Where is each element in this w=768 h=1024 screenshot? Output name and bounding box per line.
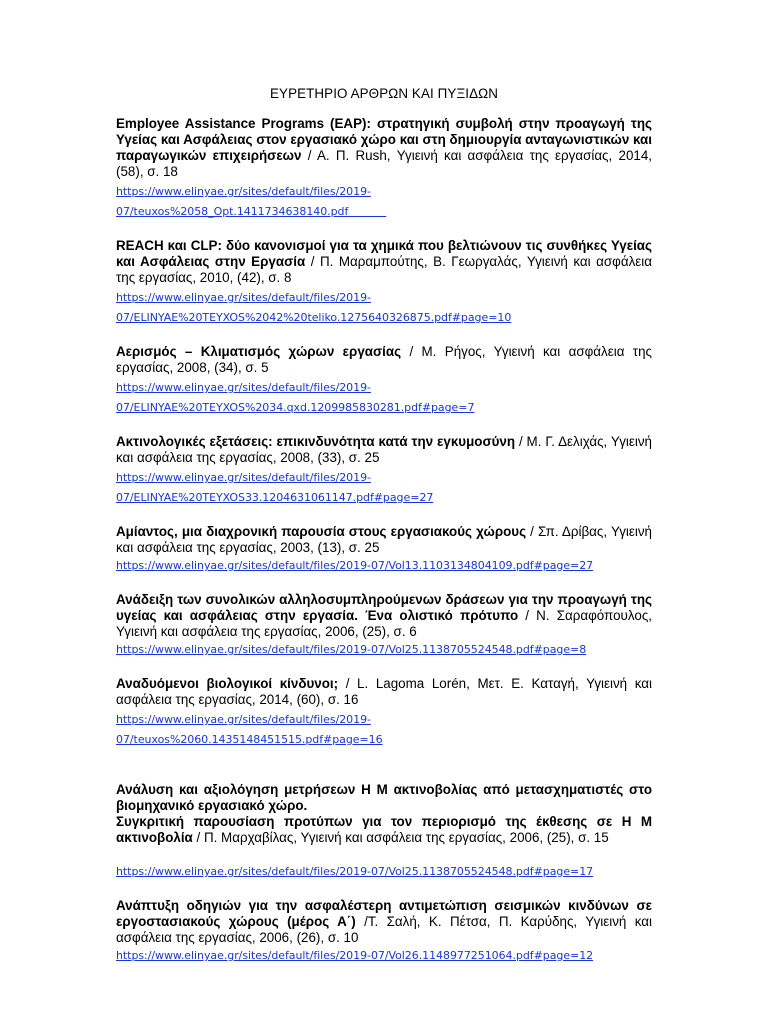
entry-links — [116, 288, 652, 328]
entry-link[interactable]: 07/teuxos%2060.1435148451515.pdf#page=16 — [116, 733, 383, 746]
list-item — [116, 524, 652, 576]
entry-links — [116, 710, 652, 750]
entry-links — [116, 848, 652, 882]
entry-link[interactable]: https://www.elinyae.gr/sites/default/files/2019-07/Vol13.1103134804109.pdf#page=27 — [116, 559, 594, 572]
entry-link[interactable]: 07/ELINYAE%20TEYXOS%2034.qxd.1209985830281.pdf#page=7 — [116, 401, 475, 414]
entry-citation: / Α. Π. Rush, Υγιεινή και ασφάλεια της εργασίας, 2014, (58), σ. 18 — [116, 148, 653, 179]
entries-list — [116, 116, 652, 982]
entry-link[interactable]: https://www.elinyae.gr/sites/default/files/2019- — [116, 185, 371, 198]
entry-title: Ακτινολογικές εξετάσεις: επικινδυνότητα κατά την εγκυμοσύνη — [116, 434, 516, 449]
entry-description — [116, 116, 652, 180]
entry-title: Ανάπτυξη οδηγιών για την ασφαλέστερη αντιμετώπιση σεισμικών κινδύνων σε εργοστασιακούς χώρους (μέρος Α΄) — [116, 898, 652, 929]
entry-citation: /Τ. Σαλή, Κ. Πέτσα, Π. Καρύδης, Υγιεινή και ασφάλεια της εργασίας, 2006, (26), σ. 10 — [116, 914, 652, 945]
entry-link[interactable]: https://www.elinyae.gr/sites/default/files/2019-07/Vol25.1138705524548.pdf#page=8 — [116, 643, 587, 656]
entry-citation: / Μ. Γ. Δελιχάς, Υγιεινή και ασφάλεια της εργασίας, 2008, (33), σ. 25 — [116, 434, 652, 465]
entry-link[interactable]: https://www.elinyae.gr/sites/default/files/2019- — [116, 713, 371, 726]
list-item — [116, 898, 652, 966]
entry-description — [116, 344, 652, 376]
entry-title: Ανάδειξη των συνολικών αλληλοσυμπληρούμενων δράσεων για την προαγωγή της υγείας και ασφάλειας στην εργασία. Ένα ολιστικό πρότυπο — [116, 592, 652, 623]
list-item — [116, 592, 652, 660]
entry-link[interactable]: https://www.elinyae.gr/sites/default/files/2019- — [116, 471, 371, 484]
entry-title: Employee Assistance Programs (EAP): στρατηγική συμβολή στην προαγωγή της Υγείας και Ασφάλειας στον εργασιακό χώρο και στη δημιουργία ανταγωνιστικών και παραγωγικών επιχειρήσεων — [116, 116, 652, 163]
entry-description — [116, 238, 652, 286]
entry-link[interactable]: 07/ELINYAE%20TEYXOS%2042%20teliko.1275640326875.pdf#page=10 — [116, 311, 512, 324]
list-item — [116, 766, 652, 882]
entry-link[interactable]: https://www.elinyae.gr/sites/default/files/2019-07/Vol26.1148977251064.pdf#page=12 — [116, 949, 594, 962]
entry-title: Αερισμός – Κλιματισμός χώρων εργασίας — [116, 344, 402, 359]
entry-title: Ανάλυση και αξιολόγηση μετρήσεων Η Μ ακτινοβολίας από μετασχηματιστές στο βιομηχανικό εργασιακό χώρο. Συγκριτική παρουσίαση προτύπων για τον περιορισμό της έκθεσης σε Η Μ ακτινοβολία — [116, 782, 652, 845]
list-item — [116, 434, 652, 508]
entry-link[interactable]: https://www.elinyae.gr/sites/default/files/2019- — [116, 291, 371, 304]
entry-links — [116, 556, 652, 576]
entry-links — [116, 946, 652, 966]
page-title: ΕΥΡΕΤΗΡΙΟ ΑΡΘΡΩΝ ΚΑΙ ΠΥΞΙΔΩΝ — [270, 86, 498, 101]
entry-description — [116, 592, 652, 640]
entry-link[interactable]: https://www.elinyae.gr/sites/default/files/2019-07/Vol25.1138705524548.pdf#page=17 — [116, 865, 594, 878]
entry-citation: / Ν. Σαραφόπουλος, Υγιεινή και ασφάλεια της εργασίας, 2006, (25), σ. 6 — [116, 608, 652, 639]
spacer — [116, 848, 652, 862]
list-item — [116, 116, 652, 222]
entry-link[interactable]: 07/teuxos%2058_Opt.1411734638140.pdf — [116, 205, 387, 218]
list-item — [116, 676, 652, 750]
entry-title: Αναδυόμενοι βιολογικοί κίνδυνοι; — [116, 676, 339, 691]
entry-citation: / Π. Μαρχαβίλας, Υγιεινή και ασφάλεια της εργασίας, 2006, (25), σ. 15 — [192, 830, 609, 845]
entry-description — [116, 434, 652, 466]
entry-description — [116, 766, 652, 846]
entry-description — [116, 898, 652, 946]
entry-title: REACH και CLP: δύο κανονισμοί για τα χημικά που βελτιώνουν τις συνθήκες Υγείας και Ασφάλειας στην Εργασία — [116, 238, 652, 269]
entry-description — [116, 676, 652, 708]
entry-title: Αμίαντος, μια διαχρονική παρουσία στους εργασιακούς χώρους — [116, 524, 527, 539]
entry-description — [116, 524, 652, 556]
entry-links — [116, 182, 652, 222]
entry-citation: / L. Lagoma Lorén, Μετ. Ε. Καταγή, Υγιεινή και ασφάλεια της εργασίας, 2014, (60), σ. 16 — [116, 676, 652, 707]
entry-citation: / Μ. Ρήγος, Υγιεινή και ασφάλεια της εργασίας, 2008, (34), σ. 5 — [116, 344, 652, 375]
entry-links — [116, 640, 652, 660]
entry-link[interactable]: 07/ELINYAE%20TEYXOS33.1204631061147.pdf#page=27 — [116, 491, 434, 504]
entry-links — [116, 468, 652, 508]
entry-links — [116, 378, 652, 418]
entry-citation: / Π. Μαραμπούτης, Β. Γεωργαλάς, Υγιεινή και ασφάλεια της εργασίας, 2010, (42), σ. 8 — [116, 254, 652, 285]
entry-citation: / Σπ. Δρίβας, Υγιεινή και ασφάλεια της εργασίας, 2003, (13), σ. 25 — [116, 524, 652, 555]
entry-link[interactable]: https://www.elinyae.gr/sites/default/files/2019- — [116, 381, 371, 394]
list-item — [116, 238, 652, 328]
list-item — [116, 344, 652, 418]
